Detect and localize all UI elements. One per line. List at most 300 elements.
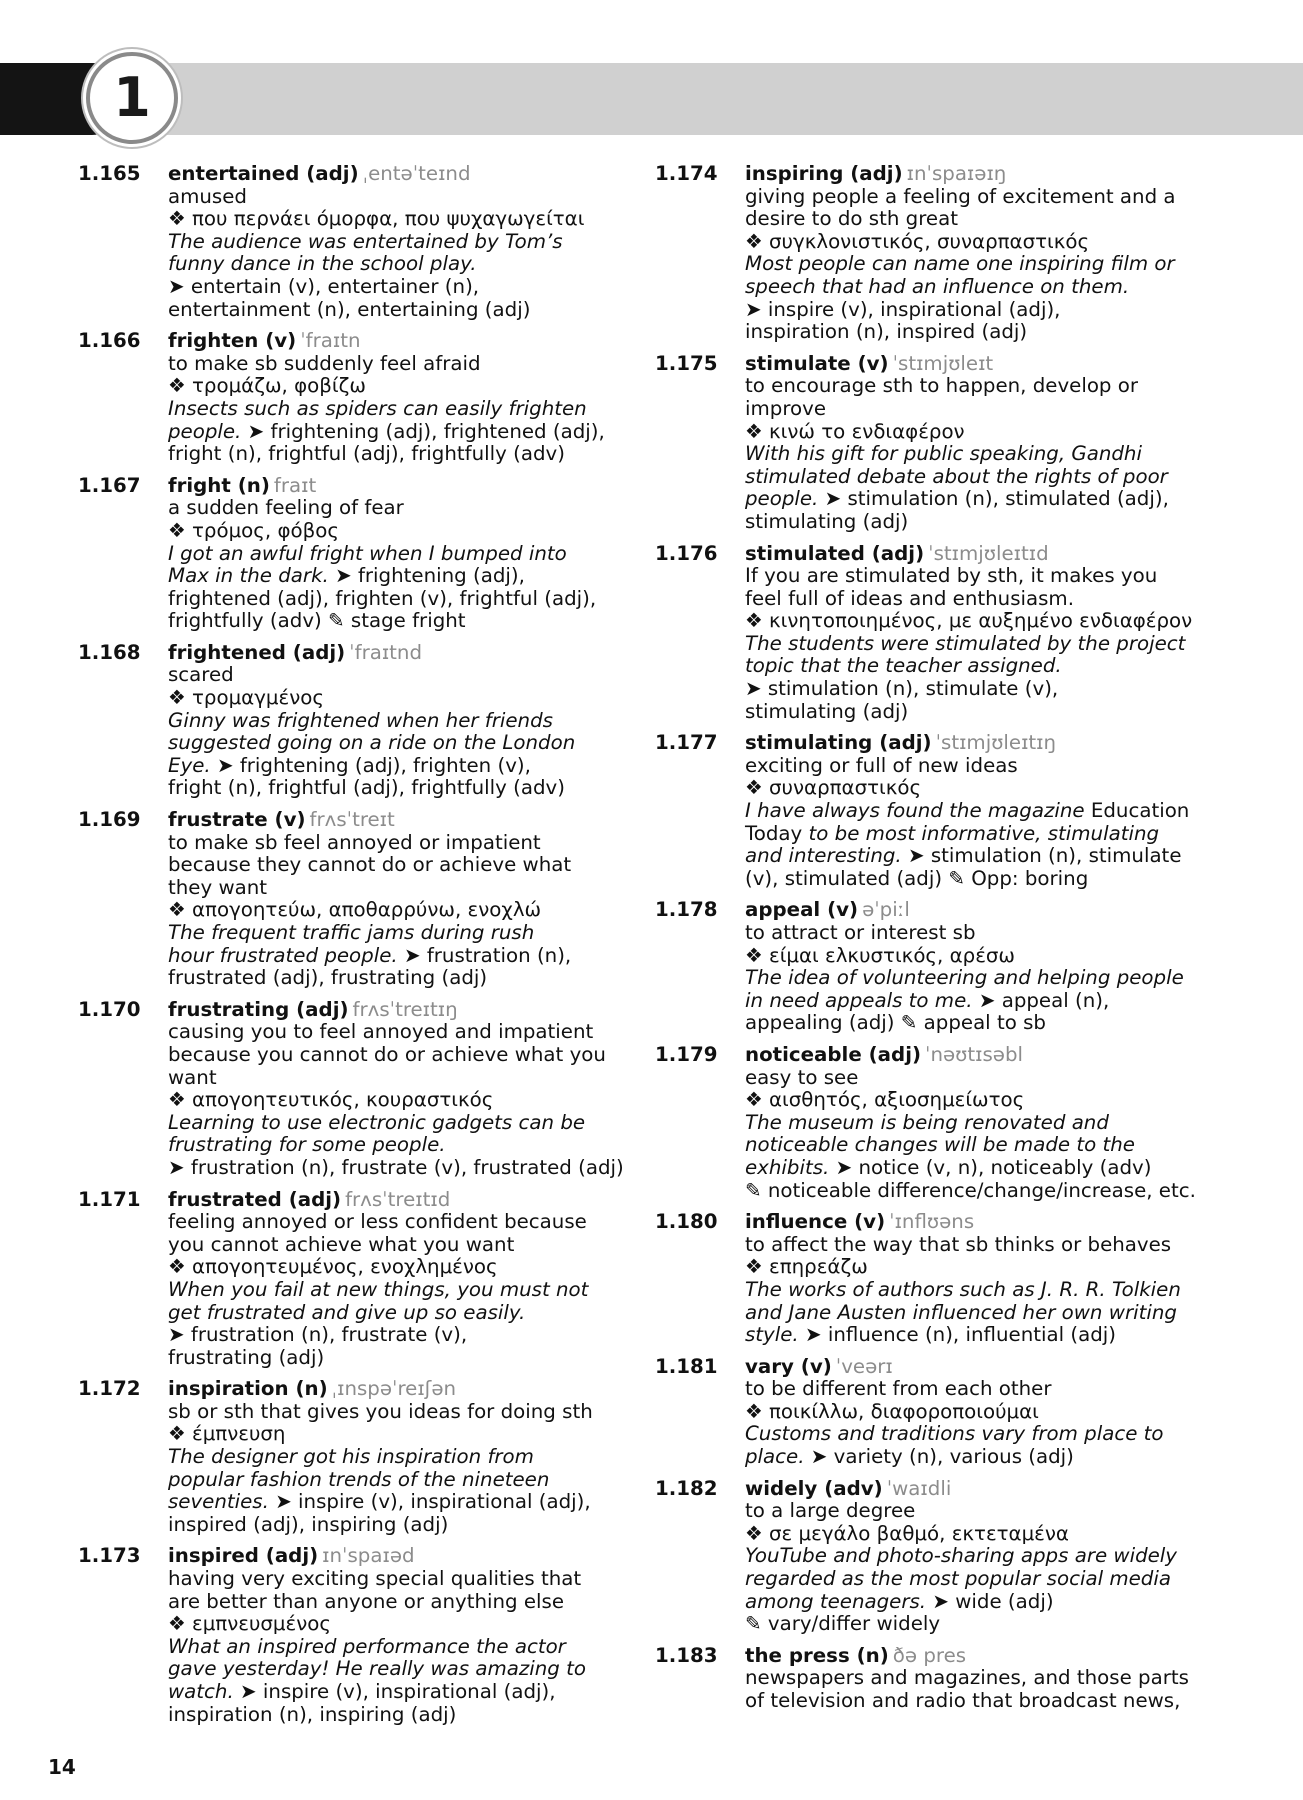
- pronunciation: frʌsˈtreɪt: [309, 808, 395, 832]
- definition-text: ❖ απογοητεύω, αποθαρρύνω, ενοχλώ: [168, 898, 542, 922]
- entry-line: [745, 868, 1215, 891]
- entry-line: [168, 1302, 638, 1325]
- entry-line: [168, 543, 638, 566]
- pronunciation: ˈnəʊtɪsəbl: [925, 1042, 1024, 1066]
- entry-line: [745, 1279, 1215, 1302]
- entry-number: 1.170: [78, 997, 141, 1021]
- entry-line: [168, 832, 638, 855]
- entry-headline: [168, 999, 638, 1022]
- definition-text: want: [168, 1065, 217, 1089]
- vocab-entry: [78, 809, 638, 990]
- definition-text: frightfully (adv) ✎ stage fright: [168, 609, 466, 633]
- vocab-entry: [655, 1044, 1215, 1202]
- entry-headline: [745, 732, 1215, 755]
- pronunciation: ˈveərɪ: [835, 1354, 893, 1378]
- entry-line: [745, 253, 1215, 276]
- entry-headline: [168, 475, 638, 498]
- example-text: The museum is being renovated and: [745, 1110, 1109, 1134]
- example-text: and interesting.: [745, 844, 902, 868]
- entry-number: 1.173: [78, 1544, 141, 1568]
- entry-line: [745, 922, 1215, 945]
- entry-number: 1.171: [78, 1187, 141, 1211]
- definition-text: ❖ που περνάει όμορφα, που ψυχαγωγείται: [168, 207, 585, 231]
- definition-text: ➤ entertain (v), entertainer (n),: [168, 274, 480, 298]
- definition-text: ❖ συναρπαστικός: [745, 776, 922, 800]
- entry-line: [745, 610, 1215, 633]
- entry-line: [745, 1401, 1215, 1424]
- entry-line: [745, 990, 1215, 1013]
- related-forms: ➤ notice (v, n), noticeably (adv): [829, 1155, 1152, 1179]
- definition-text: having very exciting special qualities that: [168, 1567, 582, 1591]
- entry-line: [168, 1067, 638, 1090]
- entry-line: [168, 687, 638, 710]
- vocab-entry: [78, 1545, 638, 1726]
- entry-number: 1.167: [78, 473, 141, 497]
- headword: appeal (v): [745, 898, 859, 922]
- vocab-entry: [78, 642, 638, 800]
- vocab-entry: [78, 1378, 638, 1536]
- definition-text: inspiration (n), inspired (adj): [745, 320, 1028, 344]
- example-text: Insects such as spiders can easily frighten: [168, 396, 587, 420]
- entry-line: [168, 375, 638, 398]
- entry-headline: [168, 1189, 638, 1212]
- example-text: speech that had an influence on them.: [745, 274, 1130, 298]
- definition-text: ❖ κινώ το ενδιαφέρον: [745, 419, 965, 443]
- entry-number: 1.176: [655, 541, 718, 565]
- pronunciation: ˈstɪmjʊleɪtɪŋ: [935, 731, 1057, 755]
- entry-line: [168, 398, 638, 421]
- entry-line: [745, 1667, 1215, 1690]
- definition-text: appealing (adj) ✎ appeal to sb: [745, 1011, 1046, 1035]
- entry-number: 1.178: [655, 898, 718, 922]
- entry-line: [745, 1012, 1215, 1035]
- definition-text: easy to see: [745, 1065, 859, 1089]
- entry-line: [745, 1302, 1215, 1325]
- example-text: place.: [745, 1445, 805, 1469]
- vocab-entry: [78, 999, 638, 1180]
- headword: the press (n): [745, 1643, 889, 1667]
- entry-line: [168, 520, 638, 543]
- entry-number: 1.181: [655, 1354, 718, 1378]
- entry-line: [168, 1469, 638, 1492]
- entry-number: 1.177: [655, 731, 718, 755]
- definition-text: ❖ απογοητευμένος, ενοχλημένος: [168, 1255, 498, 1279]
- entry-headline: [745, 353, 1215, 376]
- entry-headline: [745, 899, 1215, 922]
- entry-headline: [745, 543, 1215, 566]
- entry-line: [745, 511, 1215, 534]
- related-forms: Education: [1084, 799, 1190, 823]
- entry-line: [168, 1704, 638, 1727]
- example-text: topic that the teacher assigned.: [745, 654, 1062, 678]
- example-text: The students were stimulated by the project: [745, 631, 1186, 655]
- entry-line: [168, 1591, 638, 1614]
- entry-number: 1.169: [78, 808, 141, 832]
- entry-line: [745, 186, 1215, 209]
- entry-line: [168, 1234, 638, 1257]
- entry-line: [168, 231, 638, 254]
- entry-line: [168, 1021, 638, 1044]
- example-text: Learning to use electronic gadgets can be: [168, 1110, 586, 1134]
- vocab-entry: [78, 163, 638, 321]
- definition-text: inspired (adj), inspiring (adj): [168, 1512, 449, 1536]
- definition-text: ❖ τρόμος, φόβος: [168, 518, 339, 542]
- entry-number: 1.179: [655, 1042, 718, 1066]
- entry-number: 1.174: [655, 162, 718, 185]
- entry-line: [745, 1134, 1215, 1157]
- vocab-entry: [655, 1478, 1215, 1636]
- definition-text: ❖ επηρεάζω: [745, 1255, 868, 1279]
- entry-line: [168, 610, 638, 633]
- entry-line: [168, 1112, 638, 1135]
- entry-headline: [745, 1211, 1215, 1234]
- pronunciation: ˈwaɪdli: [886, 1476, 952, 1500]
- definition-text: feeling annoyed or less confident because: [168, 1210, 587, 1234]
- headword: frightened (adj): [168, 640, 346, 664]
- pronunciation: frʌsˈtreɪtɪd: [345, 1187, 451, 1211]
- entry-headline: [168, 809, 638, 832]
- entry-line: [168, 1423, 638, 1446]
- entry-line: [745, 1089, 1215, 1112]
- example-text: Ginny was frightened when her friends: [168, 708, 553, 732]
- related-forms: ➤ frustration (n),: [397, 943, 572, 967]
- entry-headline: [168, 1378, 638, 1401]
- related-forms: ➤ influence (n), influential (adj): [798, 1323, 1117, 1347]
- headword: stimulated (adj): [745, 541, 925, 565]
- definition-text: ❖ τρομαγμένος: [168, 686, 324, 710]
- pronunciation: ɪnˈspaɪəd: [322, 1544, 415, 1568]
- entry-line: [745, 678, 1215, 701]
- entry-line: [168, 1256, 638, 1279]
- example-text: in need appeals to me.: [745, 988, 973, 1012]
- entry-line: [168, 967, 638, 990]
- entry-number: 1.180: [655, 1210, 718, 1234]
- entry-line: [168, 1211, 638, 1234]
- entry-line: [168, 421, 638, 444]
- example-text: With his gift for public speaking, Gandhi: [745, 442, 1142, 466]
- definition-text: (v), stimulated (adj) ✎ Opp: boring: [745, 866, 1089, 890]
- entry-line: [168, 565, 638, 588]
- example-text: Most people can name one inspiring film or: [745, 252, 1175, 276]
- definition-text: they want: [168, 875, 268, 899]
- definition-text: ➤ frustration (n), frustrate (v), frustrated (adj): [168, 1155, 624, 1179]
- left-column: [78, 163, 638, 1735]
- entry-line: [745, 276, 1215, 299]
- entry-line: [745, 1067, 1215, 1090]
- definition-text: ❖ εμπνευσμένος: [168, 1612, 331, 1636]
- entry-line: [168, 186, 638, 209]
- definition-text: frustrating (adj): [168, 1345, 325, 1369]
- entry-line: [745, 655, 1215, 678]
- example-text: noticeable changes will be made to the: [745, 1133, 1135, 1157]
- definition-text: because they cannot do or achieve what: [168, 853, 572, 877]
- related-forms: ➤ stimulation (n), stimulate: [901, 844, 1182, 868]
- definition-text: entertainment (n), entertaining (adj): [168, 297, 531, 321]
- definition-text: ❖ είμαι ελκυστικός, αρέσω: [745, 943, 1015, 967]
- definition-text: giving people a feeling of excitement and a: [745, 184, 1176, 208]
- entry-line: [168, 497, 638, 520]
- example-text: The works of authors such as J. R. R. Tolkien: [745, 1277, 1181, 1301]
- example-text: regarded as the most popular social media: [745, 1567, 1171, 1591]
- example-text: get frustrated and give up so easily.: [168, 1300, 526, 1324]
- headword: frustrating (adj): [168, 997, 349, 1021]
- entry-headline: [745, 1356, 1215, 1379]
- entry-line: [168, 253, 638, 276]
- example-text: What an inspired performance the actor: [168, 1634, 566, 1658]
- entry-line: [745, 755, 1215, 778]
- definition-text: sb or sth that gives you ideas for doing sth: [168, 1399, 593, 1423]
- entry-line: [745, 398, 1215, 421]
- entry-line: [168, 1134, 638, 1157]
- related-forms: ➤ frightening (adj), frightened (adj),: [241, 419, 605, 443]
- entry-line: [168, 1089, 638, 1112]
- definition-text: ✎ noticeable difference/change/increase, etc.: [745, 1178, 1196, 1202]
- related-forms: ➤ variety (n), various (adj): [804, 1445, 1074, 1469]
- definition-text: desire to do sth great: [745, 207, 958, 231]
- pronunciation: ˈstɪmjʊleɪt: [892, 351, 994, 375]
- entry-line: [745, 1545, 1215, 1568]
- entry-line: [168, 854, 638, 877]
- definition-text: fright (n), frightful (adj), frightfully (adv): [168, 776, 565, 800]
- definition-text: a sudden feeling of fear: [168, 496, 404, 520]
- entry-headline: [745, 163, 1215, 186]
- entry-number: 1.183: [655, 1643, 718, 1667]
- entry-line: [745, 588, 1215, 611]
- entry-line: [168, 208, 638, 231]
- entry-headline: [168, 1545, 638, 1568]
- related-forms: ➤ appeal (n),: [972, 988, 1110, 1012]
- definition-text: ❖ σε μεγάλο βαθμό, εκτεταμένα: [745, 1521, 1069, 1545]
- entry-line: [168, 732, 638, 755]
- example-text: seventies.: [168, 1490, 269, 1514]
- entry-line: [168, 276, 638, 299]
- entry-headline: [168, 163, 638, 186]
- definition-text: If you are stimulated by sth, it makes you: [745, 564, 1158, 588]
- unit-number-badge: 1: [86, 52, 178, 144]
- vocab-entry: [78, 330, 638, 466]
- related-forms: ➤ wide (adj): [926, 1589, 1054, 1613]
- entry-number: 1.168: [78, 640, 141, 664]
- entry-line: [168, 1324, 638, 1347]
- entry-line: [168, 1613, 638, 1636]
- definition-text: of television and radio that broadcast news,: [745, 1689, 1181, 1712]
- definition-text: ➤ stimulation (n), stimulate (v),: [745, 677, 1059, 701]
- entry-line: [168, 1568, 638, 1591]
- entry-line: [745, 1446, 1215, 1469]
- entry-line: [168, 1401, 638, 1424]
- example-text: The frequent traffic jams during rush: [168, 921, 535, 944]
- example-text: I got an awful fright when I bumped into: [168, 541, 567, 565]
- definition-text: frustrated (adj), frustrating (adj): [168, 966, 488, 990]
- entry-number: 1.165: [78, 162, 141, 185]
- entry-line: [745, 321, 1215, 344]
- example-text: people.: [168, 419, 242, 443]
- entry-line: [168, 777, 638, 800]
- definition-text: fright (n), frightful (adj), frightfully (adv): [168, 442, 565, 466]
- entry-line: [168, 755, 638, 778]
- entry-line: [168, 443, 638, 466]
- example-text: hour frustrated people.: [168, 943, 398, 967]
- definition-text: frightened (adj), frighten (v), frightful (adj),: [168, 586, 597, 610]
- headword: inspiration (n): [168, 1377, 328, 1401]
- definition-text: because you cannot do or achieve what you: [168, 1042, 606, 1066]
- vocab-entry: [655, 1645, 1215, 1713]
- example-text: gave yesterday! He really was amazing to: [168, 1657, 586, 1681]
- page-number: 14: [48, 1755, 76, 1779]
- example-text: The idea of volunteering and helping people: [745, 966, 1184, 990]
- entry-line: [168, 1491, 638, 1514]
- entry-line: [745, 967, 1215, 990]
- definition-text: ❖ έμπνευση: [168, 1422, 286, 1446]
- definition-text: amused: [168, 184, 247, 208]
- headword: widely (adv): [745, 1476, 883, 1500]
- entry-line: [745, 1324, 1215, 1347]
- related-forms: ➤ frightening (adj), frighten (v),: [210, 753, 531, 777]
- entry-line: [745, 1234, 1215, 1257]
- entry-line: [745, 488, 1215, 511]
- vocab-entry: [655, 899, 1215, 1035]
- definition-text: ✎ vary/differ widely: [745, 1612, 941, 1636]
- entry-number: 1.182: [655, 1476, 718, 1500]
- vocab-entry: [78, 475, 638, 633]
- headword: frustrate (v): [168, 808, 306, 832]
- entry-line: [745, 565, 1215, 588]
- entry-line: [168, 1279, 638, 1302]
- headword: noticeable (adj): [745, 1042, 922, 1066]
- definition-text: you cannot achieve what you want: [168, 1232, 515, 1256]
- entry-line: [168, 1347, 638, 1370]
- example-text: funny dance in the school play.: [168, 252, 477, 276]
- entry-line: [168, 588, 638, 611]
- example-text: YouTube and photo-sharing apps are widely: [745, 1544, 1178, 1568]
- example-text: When you fail at new things, you must not: [168, 1277, 589, 1301]
- definition-text: to make sb suddenly feel afraid: [168, 351, 481, 375]
- related-forms: ➤ inspire (v), inspirational (adj),: [268, 1490, 591, 1514]
- entry-line: [168, 1636, 638, 1659]
- entry-line: [745, 945, 1215, 968]
- entry-headline: [745, 1044, 1215, 1067]
- definition-text: scared: [168, 663, 234, 687]
- example-text: people.: [745, 487, 819, 511]
- entry-line: [745, 421, 1215, 444]
- definition-text: ❖ απογοητευτικός, κουραστικός: [168, 1088, 494, 1112]
- header-bar: [100, 63, 1303, 135]
- headword: frustrated (adj): [168, 1187, 342, 1211]
- definition-text: ❖ συγκλονιστικός, συναρπαστικός: [745, 229, 1090, 253]
- vocab-entry: [655, 732, 1215, 890]
- entry-line: [745, 443, 1215, 466]
- entry-line: [168, 1044, 638, 1067]
- definition-text: to attract or interest sb: [745, 921, 976, 944]
- right-column: [655, 163, 1215, 1722]
- vocab-entry: [655, 543, 1215, 724]
- headword: frighten (v): [168, 329, 297, 353]
- entry-line: [745, 1256, 1215, 1279]
- vocab-entry: [655, 1356, 1215, 1469]
- pronunciation: ˈfraɪtn: [300, 329, 361, 353]
- vocab-entry: [78, 1189, 638, 1370]
- pronunciation: ˌɪnspəˈreɪʃən: [331, 1377, 457, 1401]
- headword: entertained (adj): [168, 162, 359, 185]
- definition-text: to be different from each other: [745, 1377, 1052, 1401]
- example-text: watch.: [168, 1680, 234, 1703]
- definition-text: inspiration (n), inspiring (adj): [168, 1702, 457, 1726]
- entry-line: [745, 845, 1215, 868]
- entry-line: [745, 701, 1215, 724]
- definition-text: improve: [745, 396, 826, 420]
- related-forms: ➤ frightening (adj),: [328, 564, 525, 588]
- headword: inspired (adj): [168, 1544, 319, 1568]
- pronunciation: əˈpiːl: [862, 898, 910, 922]
- pronunciation: ɪnˈspaɪəɪŋ: [906, 162, 1007, 185]
- definition-text: to make sb feel annoyed or impatient: [168, 830, 541, 854]
- entry-line: [168, 922, 638, 945]
- entry-line: [745, 1591, 1215, 1614]
- entry-headline: [168, 642, 638, 665]
- entry-line: [168, 899, 638, 922]
- definition-text: to affect the way that sb thinks or behaves: [745, 1232, 1172, 1256]
- example-text: frustrating for some people.: [168, 1133, 446, 1157]
- example-text: and Jane Austen influenced her own writing: [745, 1300, 1177, 1324]
- entry-line: [168, 664, 638, 687]
- example-text: to be most informative, stimulating: [802, 821, 1160, 845]
- definition-text: feel full of ideas and enthusiasm.: [745, 586, 1074, 610]
- example-text: suggested going on a ride on the London: [168, 731, 576, 755]
- headword: fright (n): [168, 473, 270, 497]
- entry-line: [745, 299, 1215, 322]
- entry-line: [168, 1446, 638, 1469]
- pronunciation: ðə pres: [892, 1643, 967, 1667]
- entry-line: [168, 299, 638, 322]
- headword: vary (v): [745, 1354, 832, 1378]
- entry-line: [745, 633, 1215, 656]
- entry-line: [745, 1690, 1215, 1713]
- vocab-entry: [655, 1211, 1215, 1347]
- definition-text: to a large degree: [745, 1499, 916, 1523]
- entry-line: [745, 777, 1215, 800]
- example-text: stimulated debate about the rights of poor: [745, 464, 1168, 488]
- entry-line: [168, 945, 638, 968]
- entry-headline: [745, 1645, 1215, 1668]
- definition-text: ➤ inspire (v), inspirational (adj),: [745, 297, 1061, 321]
- entry-line: [168, 353, 638, 376]
- definition-text: to encourage sth to happen, develop or: [745, 374, 1139, 398]
- entry-line: [745, 800, 1215, 823]
- example-text: Max in the dark.: [168, 564, 329, 588]
- headword: inspiring (adj): [745, 162, 903, 185]
- definition-text: Today: [745, 821, 803, 845]
- entry-number: 1.172: [78, 1377, 141, 1401]
- entry-line: [745, 823, 1215, 846]
- vocab-entry: [655, 353, 1215, 534]
- entry-line: [745, 466, 1215, 489]
- definition-text: stimulating (adj): [745, 509, 909, 533]
- entry-line: [745, 375, 1215, 398]
- pronunciation: ˈfraɪtnd: [349, 640, 423, 664]
- pronunciation: ˈɪnflʊəns: [889, 1210, 975, 1234]
- entry-line: [745, 231, 1215, 254]
- definition-text: ❖ ποικίλλω, διαφοροποιούμαι: [745, 1399, 1039, 1423]
- entry-headline: [745, 1478, 1215, 1501]
- entry-line: [745, 1157, 1215, 1180]
- entry-line: [745, 1423, 1215, 1446]
- entry-headline: [168, 330, 638, 353]
- example-text: exhibits.: [745, 1155, 830, 1179]
- definition-text: are better than anyone or anything else: [168, 1589, 565, 1613]
- example-text: popular fashion trends of the nineteen: [168, 1467, 550, 1491]
- entry-line: [745, 1568, 1215, 1591]
- headword: stimulate (v): [745, 351, 889, 375]
